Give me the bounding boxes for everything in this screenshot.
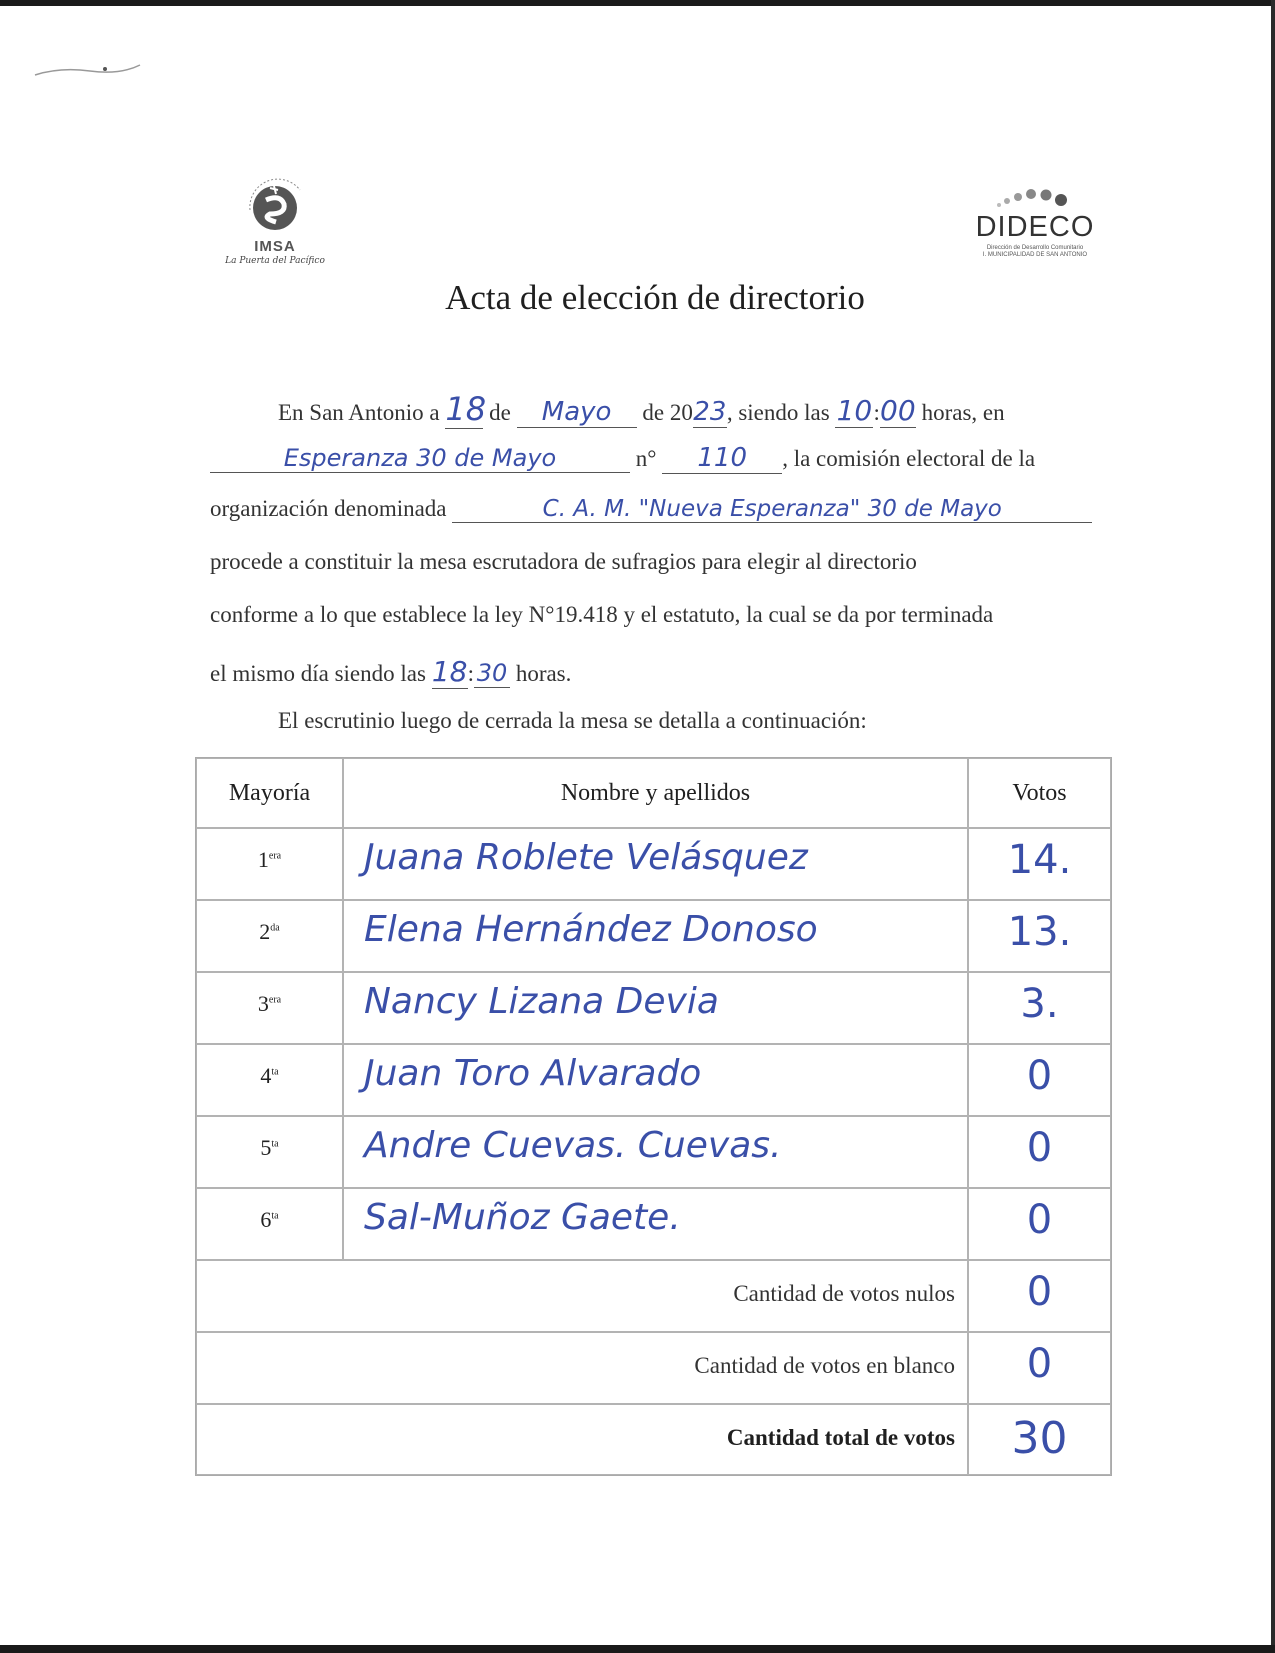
street-field: Esperanza 30 de Mayo	[210, 444, 630, 473]
null-votes-value: 0	[968, 1260, 1111, 1332]
candidate-votes: 3.	[968, 972, 1111, 1044]
day-field: 18	[445, 390, 487, 428]
dideco-name: DIDECO	[975, 211, 1095, 243]
organization-field: C. A. M. "Nueva Esperanza" 30 de Mayo	[452, 496, 1092, 523]
candidate-name: Sal-Muñoz Gaete.	[343, 1188, 968, 1260]
text-organizacion: organización denominada	[210, 496, 447, 521]
blank-votes-value: 0	[968, 1332, 1111, 1404]
imsa-emblem-icon	[240, 170, 310, 240]
rank-number: 3	[257, 991, 269, 1016]
imsa-tagline: La Puerta del Pacífico	[225, 256, 325, 266]
results-table	[195, 757, 1112, 1476]
text-mismo-dia: el mismo día siendo las	[210, 661, 426, 686]
paragraph-line-2	[210, 443, 1035, 474]
scan-right-edge	[1271, 0, 1275, 1653]
month-field: Mayo	[517, 397, 637, 428]
candidate-votes: 0	[968, 1044, 1111, 1116]
header-mayoria: Mayoría	[196, 758, 343, 828]
rank-cell	[196, 972, 343, 1044]
end-time-colon: :	[467, 661, 475, 686]
text-de: de	[489, 400, 511, 425]
candidate-name: Andre Cuevas. Cuevas.	[343, 1116, 968, 1188]
rank-number: 6	[260, 1207, 272, 1232]
time-colon: :	[873, 400, 880, 425]
scan-bottom-edge	[0, 1645, 1275, 1653]
start-hour-field: 10	[836, 394, 873, 427]
candidate-name: Elena Hernández Donoso	[343, 900, 968, 972]
paragraph-line-6	[210, 655, 571, 689]
text-de-20: de 20	[642, 400, 693, 425]
rank-suffix: ta	[271, 1138, 279, 1150]
header-nombre: Nombre y apellidos	[343, 758, 968, 828]
imsa-logo	[220, 160, 330, 275]
total-votes-label: Cantidad total de votos	[196, 1404, 968, 1475]
candidate-votes: 14.	[968, 828, 1111, 900]
rank-suffix: era	[268, 994, 282, 1006]
rank-suffix: ta	[271, 1210, 279, 1222]
document-title: Acta de elección de directorio	[445, 278, 865, 317]
dideco-subtitle-line2: I. MUNICIPALIDAD DE SAN ANTONIO	[982, 252, 1088, 258]
dideco-subtitle	[975, 245, 1095, 259]
rank-suffix: era	[268, 850, 282, 862]
rank-number: 1	[257, 847, 269, 872]
dideco-subtitle-line1: Dirección de Desarrollo Comunitario	[986, 245, 1084, 251]
candidate-votes: 0	[968, 1116, 1111, 1188]
text-siendo-las: , siendo las	[726, 400, 830, 425]
rank-cell	[196, 1044, 343, 1116]
text-en-san-antonio: En San Antonio a	[278, 400, 440, 425]
rank-cell	[196, 1188, 343, 1260]
scan-smudge	[30, 55, 150, 85]
candidate-name: Juana Roblete Velásquez	[343, 828, 968, 900]
text-horas: horas.	[515, 661, 572, 686]
paragraph-line-1	[278, 390, 1005, 429]
paragraph-line-7: El escrutinio luego de cerrada la mesa se detalla a continuación:	[278, 708, 867, 733]
rank-number: 2	[259, 919, 271, 944]
rank-number: 4	[260, 1063, 272, 1088]
rank-cell	[196, 828, 343, 900]
header-votos: Votos	[968, 758, 1111, 828]
end-minute-field: 30	[474, 659, 510, 688]
rank-number: 5	[260, 1135, 272, 1160]
paragraph-line-3	[210, 496, 1092, 523]
imsa-name: IMSA	[254, 238, 296, 255]
start-minute-field: 00	[880, 394, 916, 427]
candidate-name: Juan Toro Alvarado	[343, 1044, 968, 1116]
rank-suffix: ta	[271, 1066, 279, 1078]
candidate-votes: 0	[968, 1188, 1111, 1260]
scan-top-edge	[0, 0, 1275, 6]
paragraph-line-5: conforme a lo que establece la ley N°19.418 y el estatuto, la cual se da por terminada	[210, 602, 994, 627]
text-numero: n°	[635, 446, 657, 471]
rank-cell	[196, 900, 343, 972]
candidate-votes: 13.	[968, 900, 1111, 972]
rank-cell	[196, 1116, 343, 1188]
paragraph-line-4: procede a constituir la mesa escrutadora de sufragios para elegir al directorio	[210, 549, 917, 574]
dideco-logo	[975, 185, 1095, 265]
rank-suffix: da	[270, 922, 280, 934]
street-number-field: 110	[662, 443, 782, 474]
candidate-name: Nancy Lizana Devia	[343, 972, 968, 1044]
text-comision: , la comisión electoral de la	[782, 446, 1036, 471]
end-hour-field: 18	[431, 655, 468, 688]
null-votes-label: Cantidad de votos nulos	[196, 1260, 968, 1332]
text-horas-en: horas, en	[921, 400, 1005, 425]
blank-votes-label: Cantidad de votos en blanco	[196, 1332, 968, 1404]
year-field: 23	[693, 397, 727, 427]
total-votes-value: 30	[968, 1404, 1111, 1475]
dideco-dots-icon	[995, 185, 1095, 210]
